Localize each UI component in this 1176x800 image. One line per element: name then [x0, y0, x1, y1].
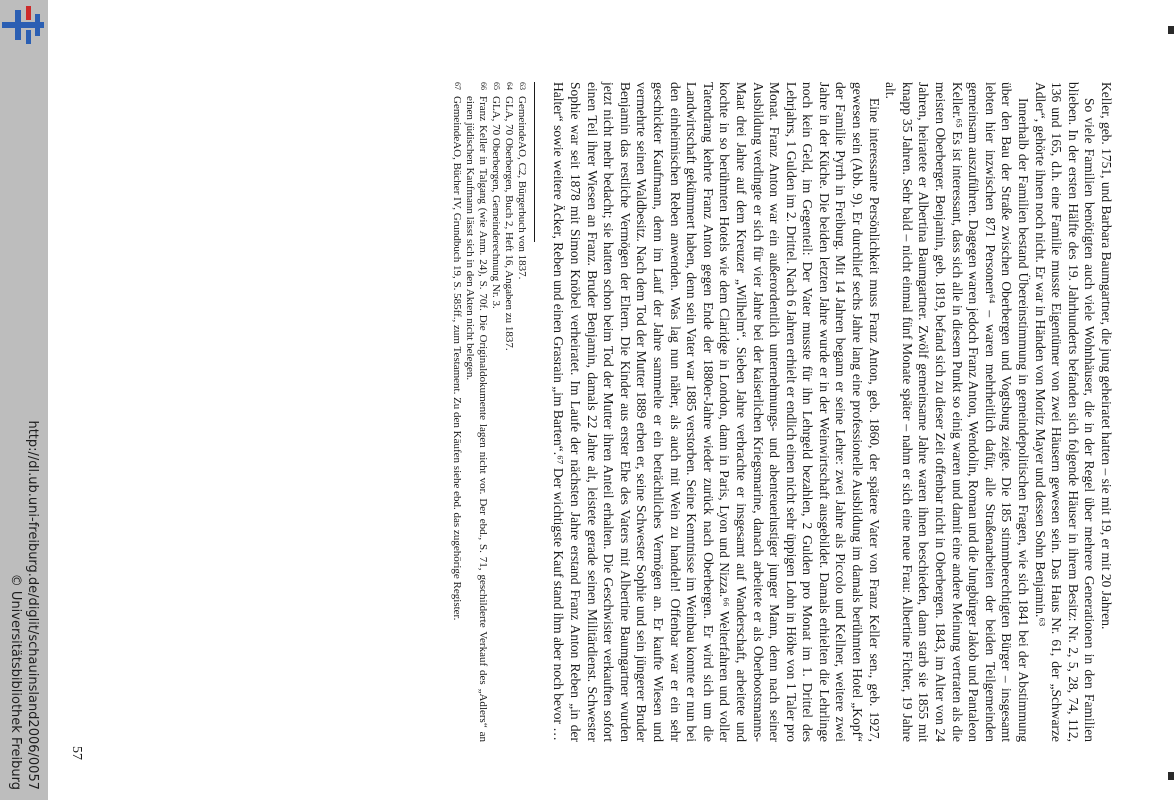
footnote-number: 63: [517, 82, 527, 90]
footnote-text: GemeindeAO, Bücher IV, Grundbuch 19, S. 585ff., zum Testament. Zu den Käufen siehe ebd. das zugehörige Register.: [450, 96, 463, 621]
footnote-text: GLA, 70 Oberbergen, Buch 2, Heft 16, Angaben zu 1837.: [502, 96, 515, 351]
paragraph: So viele Familien benötigten auch viele Wohnhäuser, die in der Regel über mehrere Generationen in den Familien blieben. In der ersten Hälfte des 19. Jahrhunderts befanden sich folgende Häuser in ihrem Besitz: Nr. 2, 5, 28, 74, 112, 136 und 165, d.h. eine Familie musste Eigentümer von zwei Häusern gewesen sein. Das Haus Nr. 61, der „Schwarze Adler“, gehörte ihnen noch nicht. Er war in Händen von Moritz Mayer und dessen Sohn Benjamin.⁶³: [1032, 82, 1098, 742]
footnote-text: GLA, 70 Oberbergen, Gemeinderechnung Nr. 3.: [489, 96, 502, 309]
footnote-divider: [534, 82, 535, 242]
footnote: [489, 82, 502, 742]
text-column: [48, 82, 1114, 742]
viewer-sidebar: [0, 0, 48, 800]
footnote: [502, 82, 515, 742]
footnotes: [450, 82, 528, 742]
footnote-text: Franz Keller in Talgang (wie Anm. 24), S. 70f. Die Originaldokumente lagen nicht vor. Der ebd., S. 71, geschilderte Verkauf des „Adlers“ an einen jüdischen Kaufmann lässt sich in den Akten nicht belegen.: [463, 96, 489, 742]
body-text: [550, 82, 1114, 742]
footnote-number: 66: [478, 82, 488, 90]
copyright-notice: © Universitätsbibliothek Freiburg: [8, 573, 23, 790]
rotated-page-content: [48, 0, 1176, 800]
footnote: [463, 82, 489, 742]
page-number: 57: [69, 746, 84, 760]
footnote-number: 65: [491, 82, 501, 90]
paragraph: Eine interessante Persönlichkeit muss Franz Anton, geb. 1860, der spätere Vater von Franz Keller sen., geb. 1927, gewesen sein (Abb. 9). Er durchlief sechs Jahre lang eine professionelle Ausbildung im damals berühmten Hotel „Kopf“ der Familie Pyrrh in Freiburg. Mit 14 Jahren begann er seine Lehre: zwei Jahre als Piccolo und Kellner, weitere zwei Jahre in der Küche. Die beiden letzten Jahre wurde er in der Weinwirtschaft ausgebildet. Damals erhielten die Lehrlinge noch kein Geld, im Gegenteil: Der Vater musste für ihn Lehrgeld bezahlen, 2 Gulden pro Monat im 1. Drittel des Lehrjahrs, 1 Gulden im 2. Drittel. Nach 6 Jahren erhielt er endlich einen nicht sehr üppigen Lohn in Höhe von 1 Taler pro Monat. Franz Anton war ein außerordentlich unternehmungs- und abenteuerlustiger junger Mann, denn nach seiner Ausbildung verdingte er sich für vier Jahre bei der kaiserlichen Kriegsmarine, danach arbeitete er als Oberbootsmanns-Maat drei Jahre auf dem Kreuzer „Wilhelm“. Sieben Jahre verbrachte er insgesamt auf Wanderschaft, arbeitete und kochte in so berühmten Hotels wie dem Claridge in London, dann in Paris, Lyon und Nizza.⁶⁶ Welterfahren und voller Tatendrang kehrte Franz Anton gegen Ende der 1880er-Jahre wieder zurück nach Oberbergen. Er wird sich um die Landwirtschaft gekümmert haben, denn sein Vater war 1885 verstorben. Seine Kenntnisse im Weinbau konnte er nun bei den einheimischen Reben anwenden. Was lag nun näher, als auch mit Wein zu handeln! Offenbar war er ein sehr geschickter Kaufmann, denn im Lauf der Jahre sammelte er ein beträchtliches Vermögen an. Er kaufte Wiesen und vermehrte seinen Waldbesitz. Nach dem Tod der Mutter 1889 erben er, seine Schwester Sophie und sein jüngerer Bruder Benjamin das restliche Vermögen der Eltern. Die Kinder aus erster Ehe des Vaters mit Albertine Baumgartner wurden jetzt nicht mehr bedacht; sie hatten schon beim Tod der Mutter ihren Anteil erhalten. Die Geschwister verkauften sofort einen Teil ihrer Wiesen an Franz. Bruder Benjamin, damals 22 Jahre alt, leistete gerade seinen Militärdienst. Schwester Sophie war seit 1878 mit Simon Knöbel verheiratet. Im Laufe der nächsten Jahre erstand Franz Anton Reben „in der Halter“ sowie weitere Äcker, Reben und einen Grasrain „im Barten“.⁶⁷ Der wichtigste Kauf stand ihm aber noch bevor …: [551, 82, 882, 742]
footnote-number: 64: [504, 82, 514, 90]
scanned-page: [48, 0, 1176, 800]
footnote-number: 67: [452, 82, 462, 90]
footnote-text: GemeindeAO, C2, Bürgerbuch von 1837.: [515, 96, 528, 280]
footnote: [450, 82, 463, 742]
sidebar-caption: [0, 0, 48, 800]
paragraph: Keller, geb. 1751, und Barbara Baumgartner, die jung geheiratet hatten – sie mit 19, er mit 20 Jahren.: [1099, 82, 1114, 630]
footnote: [515, 82, 528, 742]
source-url[interactable]: http://dl.ub.uni-freiburg.de/diglit/schauinsland2006/0057: [25, 420, 40, 790]
paragraph: Innerhalb der Familien bestand Übereinstimmung in gemeindepolitischen Fragen, wie sich 1841 bei der Abstimmung über den Bau der Straße zwischen Oberbergen und Vogtsburg zeigte. Die 185 stimmberechtigten Bürger – insgesamt lebten hier inzwischen 871 Personen⁶⁴ – waren mehrheitlich dafür, alle Straßenarbeiten der beiden Teilgemeinden gemeinsam auszuführen. Dagegen waren jedoch Franz Anton, Wendolin, Roman und die Jungbürger Jakob und Pantaleon Keller.⁶⁵ Es ist interessant, dass sich alle in diesem Punkt so einig waren und damit eine andere Meinung vertraten als die meisten Oberberger. Benjamin, geb. 1819, befand sich zu dieser Zeit offenbar nicht in Oberbergen. 1843, im Alter von 24 Jahren, heiratete er Albertina Baumgartner. Zwölf gemeinsame Jahre waren ihnen beschieden, dann starb sie 1855 mit knapp 35 Jahren. Sehr bald – nicht einmal fünf Monate später – nahm er sich eine neue Frau: Albertine Fichter, 19 Jahre alt.: [883, 82, 1032, 742]
